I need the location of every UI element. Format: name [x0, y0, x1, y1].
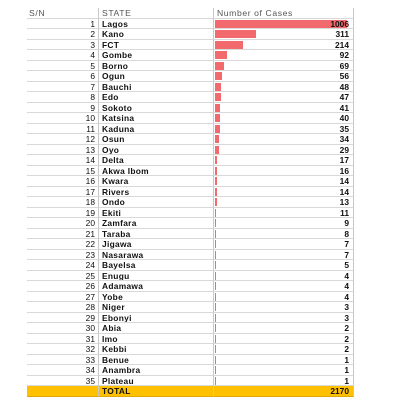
row-state: Imo	[99, 334, 214, 345]
table-row	[27, 302, 354, 313]
case-bar	[215, 335, 216, 343]
row-state: Benue	[99, 355, 214, 366]
table-row	[27, 355, 354, 366]
total-label: TOTAL	[99, 386, 214, 397]
case-value: 48	[339, 81, 349, 92]
row-cases-cell	[214, 71, 354, 82]
row-cases-cell	[214, 376, 354, 387]
cases-table	[27, 8, 354, 396]
row-sn: 1	[27, 19, 99, 30]
row-sn: 25	[27, 271, 99, 282]
row-cases-cell	[214, 334, 354, 345]
row-cases-cell	[214, 344, 354, 355]
total-value: 2170	[330, 386, 349, 396]
row-cases-cell	[214, 50, 354, 61]
row-state: Oyo	[99, 145, 214, 156]
row-state: Edo	[99, 92, 214, 103]
row-sn: 33	[27, 355, 99, 366]
row-state: Sokoto	[99, 103, 214, 114]
row-sn: 27	[27, 292, 99, 303]
row-cases-cell	[214, 292, 354, 303]
case-value: 2	[344, 333, 349, 344]
row-sn: 19	[27, 208, 99, 219]
row-state: FCT	[99, 40, 214, 51]
case-value: 92	[339, 50, 349, 60]
case-bar	[215, 377, 216, 385]
case-value: 311	[335, 29, 349, 39]
table-row	[27, 313, 354, 324]
row-cases-cell	[214, 82, 354, 93]
row-cases-cell	[214, 113, 354, 124]
case-bar	[215, 51, 227, 59]
row-state: Rivers	[99, 187, 214, 198]
case-bar	[215, 356, 216, 364]
case-value: 17	[339, 155, 349, 165]
table-row	[27, 71, 354, 82]
case-value: 4	[344, 291, 349, 302]
header-cases: Number of Cases	[214, 8, 354, 19]
case-value: 7	[344, 249, 349, 260]
case-value: 47	[339, 92, 349, 102]
total-row	[27, 386, 354, 397]
row-state: Bayelsa	[99, 260, 214, 271]
row-sn: 24	[27, 260, 99, 271]
row-sn: 13	[27, 145, 99, 156]
row-cases-cell	[214, 187, 354, 198]
table-row	[27, 218, 354, 229]
row-state: Akwa Ibom	[99, 166, 214, 177]
table-row	[27, 155, 354, 166]
row-cases-cell	[214, 40, 354, 51]
row-sn: 26	[27, 281, 99, 292]
row-cases-cell	[214, 260, 354, 271]
case-bar	[215, 324, 216, 332]
table-row	[27, 271, 354, 282]
row-cases-cell	[214, 103, 354, 114]
row-sn: 6	[27, 71, 99, 82]
case-bar	[215, 345, 216, 353]
row-state: Delta	[99, 155, 214, 166]
case-bar	[215, 104, 220, 112]
case-value: 41	[339, 102, 349, 113]
row-state: Kebbi	[99, 344, 214, 355]
case-value: 7	[344, 239, 349, 249]
row-state: Yobe	[99, 292, 214, 303]
row-state: Gombe	[99, 50, 214, 61]
table-row	[27, 376, 354, 387]
case-value: 9	[344, 218, 349, 228]
table-row	[27, 61, 354, 72]
case-bar	[215, 314, 216, 322]
table-row	[27, 239, 354, 250]
row-sn: 23	[27, 250, 99, 261]
row-sn: 15	[27, 166, 99, 177]
case-bar	[215, 240, 216, 248]
row-cases-cell	[214, 229, 354, 240]
row-cases-cell	[214, 250, 354, 261]
row-sn: 32	[27, 344, 99, 355]
row-sn: 17	[27, 187, 99, 198]
header-row	[27, 8, 354, 19]
row-sn: 2	[27, 29, 99, 40]
row-state: Enugu	[99, 271, 214, 282]
case-value: 8	[344, 228, 349, 239]
row-sn: 7	[27, 82, 99, 93]
row-cases-cell	[214, 218, 354, 229]
row-sn: 22	[27, 239, 99, 250]
row-state: Ondo	[99, 197, 214, 208]
row-state: Ebonyi	[99, 313, 214, 324]
case-value: 3	[344, 312, 349, 323]
row-cases-cell	[214, 19, 354, 30]
case-bar	[215, 114, 220, 122]
table-row	[27, 281, 354, 292]
row-state: Kwara	[99, 176, 214, 187]
case-value: 1	[344, 365, 349, 375]
row-cases-cell	[214, 208, 354, 219]
row-sn: 3	[27, 40, 99, 51]
case-bar	[215, 125, 220, 133]
case-bar	[215, 167, 217, 175]
case-bar	[215, 72, 222, 80]
row-state: Adamawa	[99, 281, 214, 292]
header-state: STATE	[99, 8, 214, 19]
row-sn: 34	[27, 365, 99, 376]
row-state: Kaduna	[99, 124, 214, 135]
case-value: 2	[344, 344, 349, 354]
row-state: Lagos	[99, 19, 214, 30]
table-row	[27, 250, 354, 261]
row-state: Niger	[99, 302, 214, 313]
row-cases-cell	[214, 61, 354, 72]
case-bar	[215, 93, 221, 101]
row-cases-cell	[214, 92, 354, 103]
case-value: 13	[339, 197, 349, 207]
table-row	[27, 92, 354, 103]
table-row	[27, 103, 354, 114]
table-row	[27, 208, 354, 219]
case-bar	[215, 209, 216, 217]
row-state: Anambra	[99, 365, 214, 376]
row-sn: 4	[27, 50, 99, 61]
case-value: 214	[335, 39, 349, 50]
case-value: 4	[344, 281, 349, 291]
case-value: 1	[344, 375, 349, 386]
case-value: 69	[339, 60, 349, 71]
table-row	[27, 323, 354, 334]
case-value: 3	[344, 302, 349, 312]
row-sn: 9	[27, 103, 99, 114]
row-state: Ogun	[99, 71, 214, 82]
case-bar	[215, 20, 347, 28]
header-sn: S/N	[27, 8, 99, 19]
table-row	[27, 145, 354, 156]
table-row	[27, 166, 354, 177]
row-sn: 12	[27, 134, 99, 145]
row-cases-cell	[214, 271, 354, 282]
row-cases-cell	[214, 281, 354, 292]
table-row	[27, 50, 354, 61]
table-row	[27, 197, 354, 208]
row-sn: 28	[27, 302, 99, 313]
case-value: 56	[339, 71, 349, 81]
row-cases-cell	[214, 29, 354, 40]
case-bar	[215, 146, 219, 154]
case-bar	[215, 30, 256, 38]
table-row	[27, 40, 354, 51]
total-sn-cell	[27, 386, 99, 397]
row-cases-cell	[214, 166, 354, 177]
table-row	[27, 292, 354, 303]
row-sn: 18	[27, 197, 99, 208]
case-value: 5	[344, 260, 349, 270]
table-row	[27, 344, 354, 355]
row-cases-cell	[214, 134, 354, 145]
case-bar	[215, 177, 217, 185]
case-value: 16	[339, 165, 349, 176]
case-bar	[215, 230, 216, 238]
row-cases-cell	[214, 302, 354, 313]
case-bar	[215, 62, 224, 70]
row-cases-cell	[214, 365, 354, 376]
row-cases-cell	[214, 124, 354, 135]
table-row	[27, 113, 354, 124]
case-value: 11	[340, 207, 349, 218]
case-value: 2	[344, 323, 349, 333]
table-row	[27, 187, 354, 198]
row-cases-cell	[214, 323, 354, 334]
case-value: 35	[339, 123, 349, 134]
case-bar	[215, 156, 217, 164]
case-bar	[215, 198, 217, 206]
case-value: 14	[339, 186, 349, 197]
row-sn: 11	[27, 124, 99, 135]
case-value: 14	[339, 176, 349, 186]
table-row	[27, 334, 354, 345]
case-bar	[215, 219, 216, 227]
case-value: 1006	[330, 18, 349, 29]
row-sn: 16	[27, 176, 99, 187]
table-row	[27, 82, 354, 93]
case-bar	[215, 83, 221, 91]
row-sn: 8	[27, 92, 99, 103]
row-cases-cell	[214, 239, 354, 250]
case-bar	[215, 135, 219, 143]
row-cases-cell	[214, 176, 354, 187]
case-bar	[215, 303, 216, 311]
row-state: Borno	[99, 61, 214, 72]
row-cases-cell	[214, 155, 354, 166]
case-bar	[215, 282, 216, 290]
row-state: Katsina	[99, 113, 214, 124]
row-sn: 30	[27, 323, 99, 334]
case-bar	[215, 251, 216, 259]
table-row	[27, 29, 354, 40]
table-row	[27, 365, 354, 376]
row-cases-cell	[214, 197, 354, 208]
case-bar	[215, 188, 217, 196]
row-state: Zamfara	[99, 218, 214, 229]
row-sn: 35	[27, 376, 99, 387]
row-state: Nasarawa	[99, 250, 214, 261]
table-row	[27, 176, 354, 187]
case-bar	[215, 293, 216, 301]
row-state: Kano	[99, 29, 214, 40]
row-state: Bauchi	[99, 82, 214, 93]
case-value: 34	[339, 134, 349, 144]
case-value: 40	[339, 113, 349, 123]
case-bar	[215, 366, 216, 374]
case-value: 4	[344, 270, 349, 281]
case-bar	[215, 261, 216, 269]
row-cases-cell	[214, 355, 354, 366]
row-state: Plateau	[99, 376, 214, 387]
row-state: Ekiti	[99, 208, 214, 219]
row-sn: 20	[27, 218, 99, 229]
table-row	[27, 260, 354, 271]
row-state: Osun	[99, 134, 214, 145]
row-cases-cell	[214, 145, 354, 156]
row-sn: 10	[27, 113, 99, 124]
case-value: 29	[339, 144, 349, 155]
case-bar	[215, 41, 243, 49]
table-row	[27, 134, 354, 145]
row-sn: 14	[27, 155, 99, 166]
table-row	[27, 19, 354, 30]
row-state: Abia	[99, 323, 214, 334]
row-sn: 5	[27, 61, 99, 72]
row-cases-cell	[214, 313, 354, 324]
row-sn: 21	[27, 229, 99, 240]
row-sn: 31	[27, 334, 99, 345]
table-row	[27, 124, 354, 135]
table-row	[27, 229, 354, 240]
case-value: 1	[344, 354, 349, 365]
case-bar	[215, 272, 216, 280]
row-state: Taraba	[99, 229, 214, 240]
total-cell	[214, 386, 354, 397]
row-sn: 29	[27, 313, 99, 324]
row-state: Jigawa	[99, 239, 214, 250]
